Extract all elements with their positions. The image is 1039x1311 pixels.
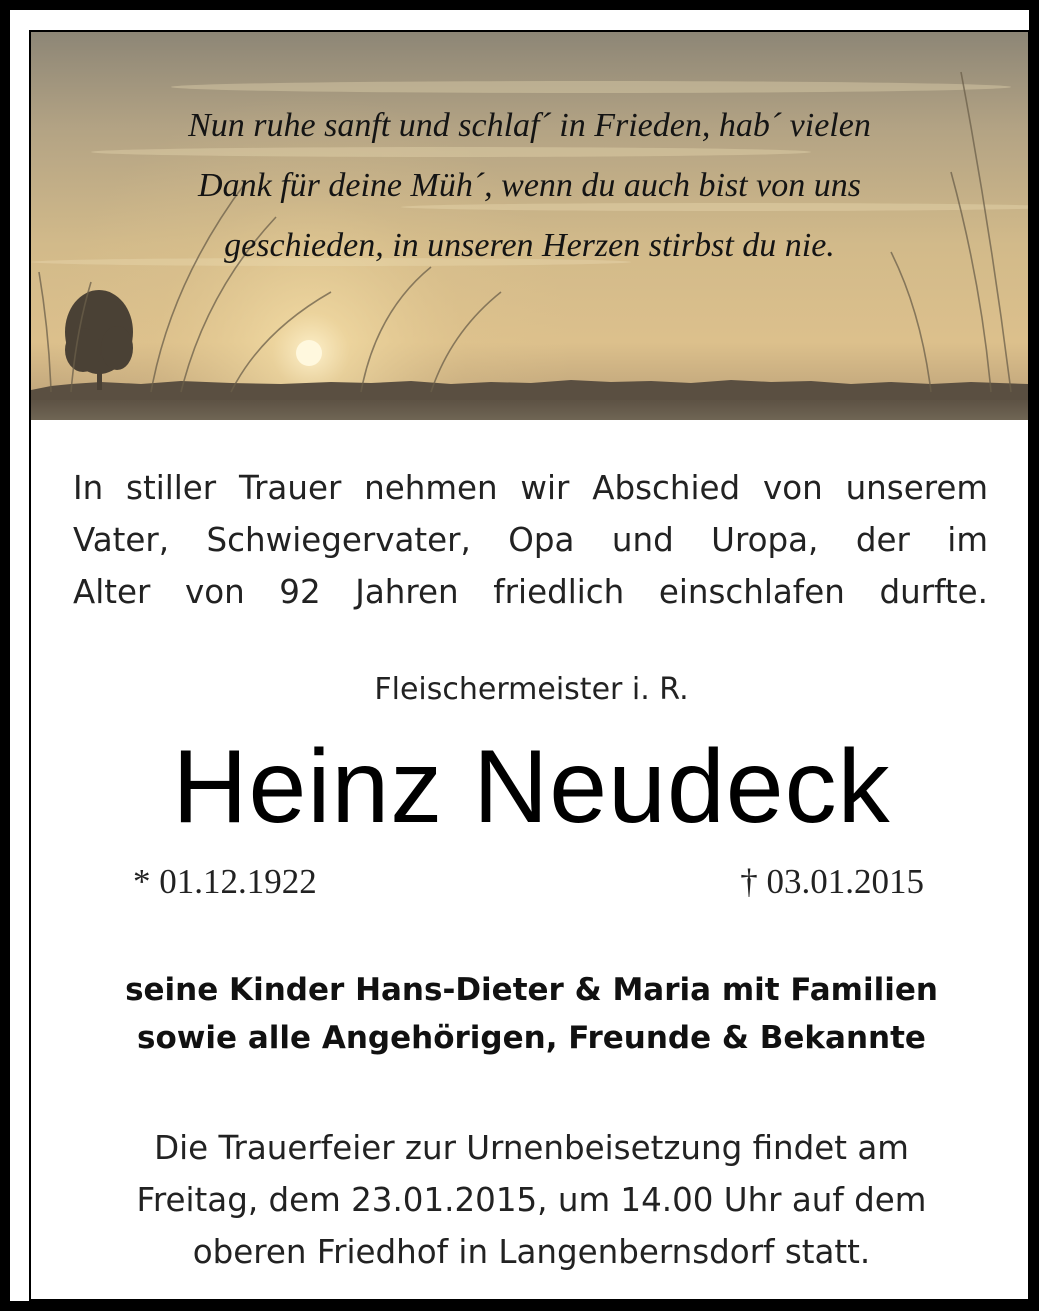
inner-frame — [29, 30, 1030, 1301]
announcement-line: Alter von 92 Jahren friedlich einschlafen durfte. — [73, 573, 988, 611]
birth-date: * 01.12.1922 — [133, 862, 317, 901]
funeral-line: Die Trauerfeier zur Urnenbeisetzung findet am — [154, 1129, 909, 1167]
verse-line: Nun ruhe sanft und schlaf´ in Frieden, hab´ vielen — [188, 107, 871, 144]
funeral-line: oberen Friedhof in Langenbernsdorf statt. — [192, 1233, 871, 1271]
memorial-verse — [31, 96, 1028, 276]
mourners-line: sowie alle Angehörigen, Freunde & Bekannte — [137, 1020, 926, 1056]
mourners-list — [31, 966, 1030, 1062]
announcement-line: Vater, Schwiegervater, Opa und Uropa, der im — [73, 521, 988, 559]
death-date: † 03.01.2015 — [740, 862, 924, 901]
deceased-name: Heinz Neudeck — [172, 729, 891, 845]
funeral-details — [31, 1122, 1030, 1278]
occupation-title: Fleischermeister i. R. — [374, 672, 689, 707]
announcement-text — [73, 462, 988, 618]
verse-line: geschieden, in unseren Herzen stirbst du nie. — [224, 227, 835, 264]
mourners-line: seine Kinder Hans-Dieter & Maria mit Familien — [125, 972, 938, 1008]
announcement-line: In stiller Trauer nehmen wir Abschied von unserem — [73, 469, 988, 507]
verse-line: Dank für deine Müh´, wenn du auch bist von uns — [198, 167, 861, 204]
funeral-line: Freitag, dem 23.01.2015, um 14.00 Uhr auf dem — [136, 1181, 927, 1219]
